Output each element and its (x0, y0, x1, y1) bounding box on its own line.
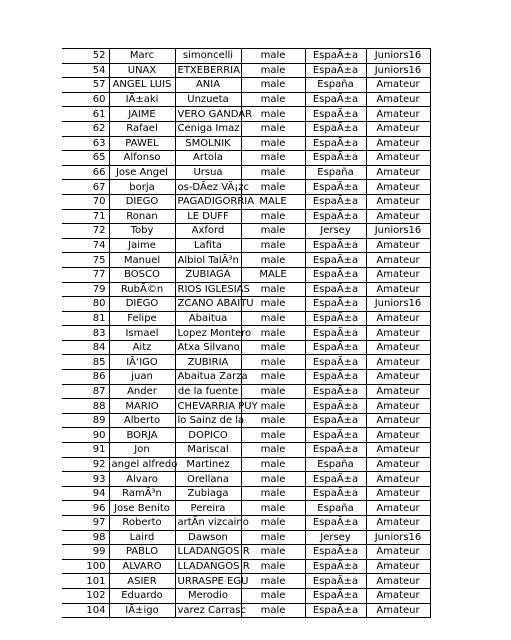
country-cell: EspaÃ±a (305, 545, 366, 560)
country-cell: EspaÃ±a (305, 92, 366, 107)
category-cell: Amateur (366, 384, 430, 399)
country-cell: EspaÃ±a (305, 107, 366, 122)
country-cell: EspaÃ±a (305, 443, 366, 458)
last-name-cell: ZUBIRIA (175, 355, 241, 370)
table-row (62, 297, 430, 312)
sex-cell: male (241, 428, 305, 443)
table-row (62, 457, 430, 472)
country-cell: EspaÃ±a (305, 49, 366, 64)
table-row (62, 399, 430, 414)
bib-number-cell: 65 (62, 151, 109, 166)
first-name-cell: Jose Benito (109, 501, 175, 516)
first-name-cell: Ronan (109, 209, 175, 224)
table-row (62, 428, 430, 443)
first-name-cell: RamÃ³n (109, 486, 175, 501)
country-cell: EspaÃ±a (305, 574, 366, 589)
country-cell: EspaÃ±a (305, 194, 366, 209)
bib-number-cell: 54 (62, 63, 109, 78)
bib-number-cell: 83 (62, 326, 109, 341)
table-row (62, 238, 430, 253)
table-row (62, 413, 430, 428)
bib-number-cell: 85 (62, 355, 109, 370)
category-cell: Amateur (366, 267, 430, 282)
first-name-cell: ANGEL LUIS (109, 78, 175, 93)
bib-number-cell: 98 (62, 530, 109, 545)
country-cell: EspaÃ±a (305, 486, 366, 501)
first-name-cell: Aitz (109, 340, 175, 355)
last-name-cell: varez Carrasc (175, 603, 241, 618)
bib-number-cell: 79 (62, 282, 109, 297)
sex-cell: male (241, 151, 305, 166)
first-name-cell: IÃ‘IGO (109, 355, 175, 370)
sex-cell: male (241, 457, 305, 472)
table-row (62, 121, 430, 136)
country-cell: Jersey (305, 530, 366, 545)
table-row (62, 545, 430, 560)
sex-cell: male (241, 107, 305, 122)
category-cell: Juniors16 (366, 63, 430, 78)
first-name-cell: Jon (109, 443, 175, 458)
last-name-cell: Zubiaga (175, 486, 241, 501)
category-cell: Amateur (366, 165, 430, 180)
bib-number-cell: 63 (62, 136, 109, 151)
bib-number-cell: 100 (62, 559, 109, 574)
sex-cell: male (241, 413, 305, 428)
category-cell: Amateur (366, 180, 430, 195)
country-cell: EspaÃ±a (305, 311, 366, 326)
bib-number-cell: 99 (62, 545, 109, 560)
bib-number-cell: 57 (62, 78, 109, 93)
bib-number-cell: 66 (62, 165, 109, 180)
bib-number-cell: 81 (62, 311, 109, 326)
category-cell: Amateur (366, 603, 430, 618)
table-row (62, 282, 430, 297)
table-row (62, 165, 430, 180)
country-cell: EspaÃ±a (305, 516, 366, 531)
country-cell: EspaÃ±a (305, 428, 366, 443)
last-name-cell: LLADANGOS R (175, 545, 241, 560)
bib-number-cell: 67 (62, 180, 109, 195)
sex-cell: male (241, 253, 305, 268)
first-name-cell: DIEGO (109, 194, 175, 209)
bib-number-cell: 89 (62, 413, 109, 428)
last-name-cell: de la fuente (175, 384, 241, 399)
last-name-cell: SMOLNIK (175, 136, 241, 151)
last-name-cell: RIOS IGLESIAS (175, 282, 241, 297)
first-name-cell: angel alfredo (109, 457, 175, 472)
sex-cell: male (241, 238, 305, 253)
country-cell: EspaÃ±a (305, 63, 366, 78)
first-name-cell: RubÃ©n (109, 282, 175, 297)
country-cell: España (305, 457, 366, 472)
country-cell: EspaÃ±a (305, 326, 366, 341)
bib-number-cell: 104 (62, 603, 109, 618)
country-cell: Jersey (305, 224, 366, 239)
sex-cell: male (241, 121, 305, 136)
first-name-cell: Laird (109, 530, 175, 545)
first-name-cell: Rafael (109, 121, 175, 136)
category-cell: Amateur (366, 370, 430, 385)
table-row (62, 559, 430, 574)
sex-cell: male (241, 282, 305, 297)
first-name-cell: Marc (109, 49, 175, 64)
table-row (62, 370, 430, 385)
table-row (62, 603, 430, 618)
bib-number-cell: 87 (62, 384, 109, 399)
country-cell: España (305, 165, 366, 180)
table-row (62, 92, 430, 107)
table-row (62, 267, 430, 282)
country-cell: EspaÃ±a (305, 253, 366, 268)
sex-cell: male (241, 588, 305, 603)
country-cell: EspaÃ±a (305, 413, 366, 428)
sex-cell: male (241, 78, 305, 93)
bib-number-cell: 84 (62, 340, 109, 355)
bib-number-cell: 102 (62, 588, 109, 603)
category-cell: Amateur (366, 399, 430, 414)
category-cell: Amateur (366, 238, 430, 253)
category-cell: Amateur (366, 472, 430, 487)
category-cell: Amateur (366, 78, 430, 93)
table-row (62, 209, 430, 224)
sex-cell: male (241, 326, 305, 341)
category-cell: Amateur (366, 545, 430, 560)
category-cell: Amateur (366, 340, 430, 355)
first-name-cell: IÃ±aki (109, 92, 175, 107)
country-cell: EspaÃ±a (305, 151, 366, 166)
last-name-cell: simoncelli (175, 49, 241, 64)
bib-number-cell: 61 (62, 107, 109, 122)
category-cell: Amateur (366, 151, 430, 166)
first-name-cell: Alfonso (109, 151, 175, 166)
table-row (62, 516, 430, 531)
bib-number-cell: 90 (62, 428, 109, 443)
sex-cell: male (241, 384, 305, 399)
category-cell: Amateur (366, 501, 430, 516)
sex-cell: male (241, 63, 305, 78)
category-cell: Juniors16 (366, 224, 430, 239)
country-cell: EspaÃ±a (305, 340, 366, 355)
bib-number-cell: 86 (62, 370, 109, 385)
table-row (62, 326, 430, 341)
country-cell: EspaÃ±a (305, 603, 366, 618)
bib-number-cell: 101 (62, 574, 109, 589)
country-cell: EspaÃ±a (305, 282, 366, 297)
last-name-cell: Ceniga Imaz (175, 121, 241, 136)
sex-cell: male (241, 49, 305, 64)
sex-cell: male (241, 574, 305, 589)
first-name-cell: Ismael (109, 326, 175, 341)
table-row (62, 574, 430, 589)
bib-number-cell: 74 (62, 238, 109, 253)
category-cell: Amateur (366, 413, 430, 428)
country-cell: EspaÃ±a (305, 355, 366, 370)
table-row (62, 501, 430, 516)
last-name-cell: Artola (175, 151, 241, 166)
participant-rows (62, 49, 430, 618)
country-cell: EspaÃ±a (305, 472, 366, 487)
category-cell: Amateur (366, 253, 430, 268)
sex-cell: male (241, 486, 305, 501)
sex-cell: male (241, 530, 305, 545)
last-name-cell: Unzueta (175, 92, 241, 107)
table-row (62, 151, 430, 166)
country-cell: EspaÃ±a (305, 370, 366, 385)
table-row (62, 136, 430, 151)
first-name-cell: Alberto (109, 413, 175, 428)
sex-cell: male (241, 297, 305, 312)
table-row (62, 486, 430, 501)
first-name-cell: IÃ±igo (109, 603, 175, 618)
sex-cell: male (241, 180, 305, 195)
last-name-cell: Axford (175, 224, 241, 239)
first-name-cell: juan (109, 370, 175, 385)
table-row (62, 355, 430, 370)
first-name-cell: PAWEL (109, 136, 175, 151)
first-name-cell: Felipe (109, 311, 175, 326)
sex-cell: male (241, 136, 305, 151)
category-cell: Juniors16 (366, 49, 430, 64)
last-name-cell: PAGADIGORRIA (175, 194, 241, 209)
category-cell: Amateur (366, 443, 430, 458)
bib-number-cell: 91 (62, 443, 109, 458)
first-name-cell: ASIER (109, 574, 175, 589)
table-row (62, 472, 430, 487)
first-name-cell: ALVARO (109, 559, 175, 574)
sex-cell: male (241, 92, 305, 107)
bib-number-cell: 96 (62, 501, 109, 516)
last-name-cell: LLADANGOS R (175, 559, 241, 574)
last-name-cell: ZCANO ABAITU (175, 297, 241, 312)
last-name-cell: os-DÃez VÃ¡zc (175, 180, 241, 195)
first-name-cell: Ander (109, 384, 175, 399)
first-name-cell: Toby (109, 224, 175, 239)
country-cell: EspaÃ±a (305, 238, 366, 253)
first-name-cell: PABLO (109, 545, 175, 560)
category-cell: Amateur (366, 282, 430, 297)
bib-number-cell: 80 (62, 297, 109, 312)
last-name-cell: Ursua (175, 165, 241, 180)
category-cell: Juniors16 (366, 530, 430, 545)
country-cell: EspaÃ±a (305, 121, 366, 136)
category-cell: Amateur (366, 121, 430, 136)
category-cell: Amateur (366, 516, 430, 531)
last-name-cell: URRASPE EGU (175, 574, 241, 589)
table-row (62, 588, 430, 603)
bib-number-cell: 72 (62, 224, 109, 239)
last-name-cell: LE DUFF (175, 209, 241, 224)
sex-cell: male (241, 209, 305, 224)
first-name-cell: Jose Angel (109, 165, 175, 180)
sex-cell: male (241, 603, 305, 618)
first-name-cell: JAIME (109, 107, 175, 122)
category-cell: Amateur (366, 136, 430, 151)
country-cell: España (305, 78, 366, 93)
last-name-cell: Martinez (175, 457, 241, 472)
sex-cell: male (241, 545, 305, 560)
last-name-cell: Dawson (175, 530, 241, 545)
bib-number-cell: 71 (62, 209, 109, 224)
table-row (62, 530, 430, 545)
first-name-cell: MARIO (109, 399, 175, 414)
table-row (62, 180, 430, 195)
first-name-cell: Alvaro (109, 472, 175, 487)
bib-number-cell: 94 (62, 486, 109, 501)
bib-number-cell: 70 (62, 194, 109, 209)
last-name-cell: ANIA (175, 78, 241, 93)
bib-number-cell: 60 (62, 92, 109, 107)
bib-number-cell: 77 (62, 267, 109, 282)
category-cell: Amateur (366, 486, 430, 501)
last-name-cell: Albiol TalÃ³n (175, 253, 241, 268)
sex-cell: male (241, 472, 305, 487)
country-cell: EspaÃ±a (305, 180, 366, 195)
category-cell: Amateur (366, 428, 430, 443)
sex-cell: male (241, 165, 305, 180)
bib-number-cell: 93 (62, 472, 109, 487)
category-cell: Amateur (366, 457, 430, 472)
bib-number-cell: 92 (62, 457, 109, 472)
sex-cell: MALE (241, 194, 305, 209)
sex-cell: male (241, 355, 305, 370)
sex-cell: male (241, 559, 305, 574)
table-row (62, 311, 430, 326)
table-row (62, 63, 430, 78)
first-name-cell: Roberto (109, 516, 175, 531)
country-cell: EspaÃ±a (305, 399, 366, 414)
table-row (62, 253, 430, 268)
table-row (62, 340, 430, 355)
sex-cell: male (241, 399, 305, 414)
last-name-cell: Lopez Montero (175, 326, 241, 341)
country-cell: EspaÃ±a (305, 136, 366, 151)
table-row (62, 194, 430, 209)
sex-cell: male (241, 370, 305, 385)
category-cell: Juniors16 (366, 297, 430, 312)
first-name-cell: Eduardo (109, 588, 175, 603)
country-cell: EspaÃ±a (305, 588, 366, 603)
sex-cell: MALE (241, 267, 305, 282)
last-name-cell: ZUBIAGA (175, 267, 241, 282)
category-cell: Amateur (366, 107, 430, 122)
last-name-cell: Merodio (175, 588, 241, 603)
last-name-cell: Abaitua Zarza (175, 370, 241, 385)
participant-table (62, 48, 431, 618)
sex-cell: male (241, 311, 305, 326)
last-name-cell: lo Sainz de la (175, 413, 241, 428)
country-cell: EspaÃ±a (305, 267, 366, 282)
first-name-cell: DIEGO (109, 297, 175, 312)
table-row (62, 384, 430, 399)
last-name-cell: artÃn vizcaino (175, 516, 241, 531)
table-row (62, 49, 430, 64)
table-row (62, 107, 430, 122)
first-name-cell: Jaime (109, 238, 175, 253)
sex-cell: male (241, 224, 305, 239)
category-cell: Amateur (366, 588, 430, 603)
table-row (62, 78, 430, 93)
first-name-cell: BORJA (109, 428, 175, 443)
last-name-cell: Lafita (175, 238, 241, 253)
category-cell: Amateur (366, 326, 430, 341)
table-row (62, 443, 430, 458)
last-name-cell: VERO GANDAR (175, 107, 241, 122)
last-name-cell: Pereira (175, 501, 241, 516)
sex-cell: male (241, 516, 305, 531)
category-cell: Amateur (366, 559, 430, 574)
bib-number-cell: 62 (62, 121, 109, 136)
bib-number-cell: 88 (62, 399, 109, 414)
first-name-cell: Manuel (109, 253, 175, 268)
last-name-cell: CHEVARRIA PUY (175, 399, 241, 414)
bib-number-cell: 75 (62, 253, 109, 268)
last-name-cell: Atxa Silvano (175, 340, 241, 355)
country-cell: EspaÃ±a (305, 209, 366, 224)
country-cell: EspaÃ±a (305, 384, 366, 399)
last-name-cell: Mariscal (175, 443, 241, 458)
first-name-cell: borja (109, 180, 175, 195)
bib-number-cell: 97 (62, 516, 109, 531)
table-row (62, 224, 430, 239)
last-name-cell: Orellana (175, 472, 241, 487)
first-name-cell: BOSCO (109, 267, 175, 282)
participant-sheet (62, 48, 430, 618)
last-name-cell: Abaitua (175, 311, 241, 326)
category-cell: Amateur (366, 311, 430, 326)
country-cell: EspaÃ±a (305, 297, 366, 312)
sex-cell: male (241, 340, 305, 355)
category-cell: Amateur (366, 209, 430, 224)
category-cell: Amateur (366, 194, 430, 209)
category-cell: Amateur (366, 355, 430, 370)
sex-cell: male (241, 443, 305, 458)
category-cell: Amateur (366, 92, 430, 107)
country-cell: EspaÃ±a (305, 559, 366, 574)
country-cell: España (305, 501, 366, 516)
first-name-cell: UNAX (109, 63, 175, 78)
last-name-cell: DOPICO (175, 428, 241, 443)
bib-number-cell: 52 (62, 49, 109, 64)
category-cell: Amateur (366, 574, 430, 589)
last-name-cell: ETXEBERRIA (175, 63, 241, 78)
sex-cell: male (241, 501, 305, 516)
